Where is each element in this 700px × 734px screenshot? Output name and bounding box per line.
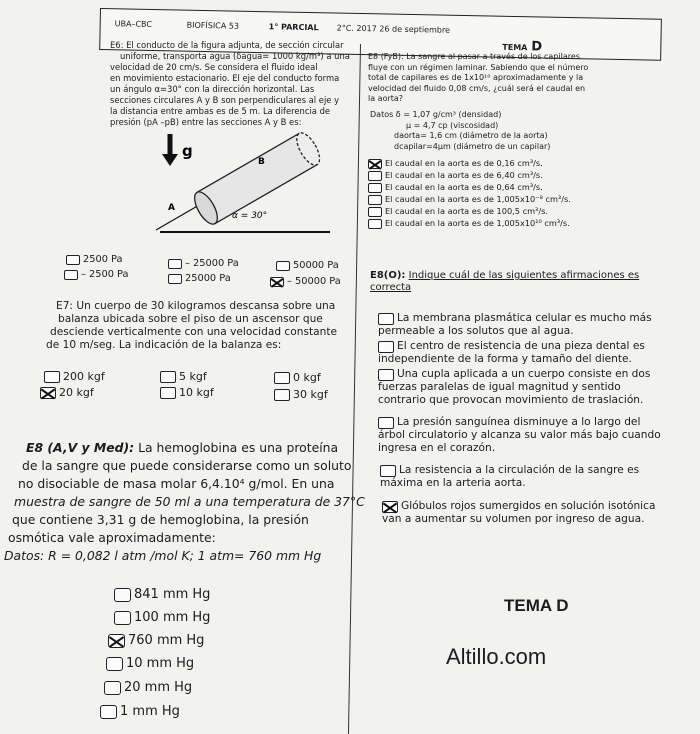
e6-option[interactable]: 2500 Pa	[66, 253, 123, 266]
fyb-datos: daorta= 1,6 cm (diámetro de la aorta)	[394, 131, 548, 140]
e8-line: no disociable de masa molar 6,4.10⁴ g/mol. En una	[18, 476, 335, 491]
checkbox-checked[interactable]	[108, 634, 125, 648]
e6-line: la distancia entre ambas es de 5 m. La diferencia de	[110, 106, 331, 116]
checkbox[interactable]	[114, 588, 131, 602]
e6-line: presión (pA –pB) entre las secciones A y B es:	[110, 117, 302, 127]
inclined-pipe-figure	[140, 126, 360, 246]
fyb-option[interactable]: El caudal en la aorta es de 1,005x10¹⁰ cm³/s.	[368, 218, 570, 229]
g-label: g	[182, 142, 193, 160]
e6-option[interactable]: – 25000 Pa	[168, 257, 239, 270]
checkbox[interactable]	[368, 207, 382, 217]
fyb-option-selected[interactable]: El caudal en la aorta es de 0,16 cm³/s.	[368, 158, 543, 169]
checkbox[interactable]	[274, 389, 290, 401]
e6-option-selected[interactable]: – 50000 Pa	[270, 275, 341, 288]
e8-line: La hemoglobina es una proteína	[138, 440, 339, 455]
fyb-line: fluye con un régimen laminar. Sabiendo que el número	[368, 62, 589, 72]
e6-line: en movimiento estacionario. El eje del conducto forma	[110, 73, 340, 83]
exam-name: 1° PARCIAL	[268, 22, 319, 33]
e8-option[interactable]: 10 mm Hg	[106, 656, 194, 672]
tema-label: TEMA D	[502, 39, 543, 55]
checkbox[interactable]	[168, 274, 182, 284]
e7-line: desciende verticalmente con una velocidad constante	[50, 326, 337, 338]
fyb-option[interactable]: El caudal en la aorta es de 6,40 cm³/s.	[368, 170, 543, 181]
e8-option[interactable]: 841 mm Hg	[114, 587, 210, 603]
gravity-arrowhead	[162, 154, 178, 166]
fyb-line: total de capilares es de 1x10¹⁰ aproximadamente y la	[368, 73, 584, 82]
e6-line: uniforme, transporta agua (δagua= 1000 kg/m³) a una	[120, 51, 350, 61]
e8o-option[interactable]: La resistencia a la circulación de la sangre es máxima en la arteria aorta.	[380, 464, 640, 489]
checkbox[interactable]	[368, 183, 382, 193]
e8o-title: E8(O):	[370, 270, 406, 281]
e6-line: E6: El conducto de la figura adjunta, de sección circular	[110, 40, 344, 50]
e8-line: de la sangre que puede considerarse como un soluto	[22, 458, 352, 473]
checkbox[interactable]	[378, 369, 394, 381]
e8-line: que contiene 3,31 g de hemoglobina, la presión	[12, 512, 309, 527]
site-watermark: Altillo.com	[446, 644, 547, 669]
checkbox[interactable]	[64, 270, 78, 280]
e6-option[interactable]: 50000 Pa	[276, 259, 339, 272]
e7-option[interactable]: 200 kgf	[44, 370, 105, 383]
checkbox[interactable]	[378, 417, 394, 429]
checkbox-checked[interactable]	[368, 159, 382, 169]
checkbox[interactable]	[368, 219, 382, 229]
fyb-datos: Datos δ = 1,07 g/cm³ (densidad)	[370, 110, 502, 119]
e7-option[interactable]: 0 kgf	[274, 371, 321, 384]
checkbox-checked[interactable]	[382, 501, 398, 513]
e8o-option[interactable]: Una cupla aplicada a un cuerpo consiste en dos fuerzas paralelas de igual magnitud y sentido contrario que provocan movimiento de traslación.	[378, 368, 651, 406]
label-a: A	[168, 203, 175, 213]
e7-option[interactable]: 10 kgf	[160, 386, 214, 399]
fyb-option[interactable]: El caudal en la aorta es de 1,005x10⁻⁸ cm³/s.	[368, 194, 571, 205]
exam-date: 2°C. 2017 26 de septiembre	[336, 23, 451, 35]
tema-footer: TEMA D	[504, 596, 569, 615]
e6-line: un ángulo α=30° con la dirección horizontal. Las	[110, 84, 315, 94]
e7-line: E7: Un cuerpo de 30 kilogramos descansa sobre una	[56, 300, 336, 312]
checkbox[interactable]	[368, 171, 382, 181]
checkbox[interactable]	[168, 259, 182, 269]
e8-datos: Datos: R = 0,082 l atm /mol K; 1 atm= 760 mm Hg	[4, 548, 322, 563]
checkbox[interactable]	[114, 611, 131, 625]
e8-option[interactable]: 1 mm Hg	[100, 704, 180, 720]
fyb-option[interactable]: El caudal en la aorta es de 0,64 cm³/s.	[368, 182, 543, 193]
checkbox[interactable]	[160, 371, 176, 383]
checkbox[interactable]	[276, 261, 290, 271]
checkbox[interactable]	[380, 465, 396, 477]
fyb-line: la aorta?	[368, 94, 404, 103]
e8-title: E8 (A,V y Med):	[26, 440, 135, 455]
label-b: B	[258, 157, 265, 167]
checkbox-checked[interactable]	[40, 387, 56, 399]
e8o-prompt: Indique cuál de las siguientes afirmaciones es	[408, 270, 640, 281]
checkbox[interactable]	[106, 657, 123, 671]
checkbox[interactable]	[100, 705, 117, 719]
fyb-line: E8 (FyB): La sangre al pasar a través de los capilares	[368, 52, 580, 61]
e8o-option[interactable]: El centro de resistencia de una pieza dental es independiente de la forma y tamaño del diente.	[378, 340, 645, 365]
e7-line: balanza ubicada sobre el piso de un ascensor que	[58, 313, 323, 325]
e8-line: muestra de sangre de 50 ml a una temperatura de 37°C	[14, 494, 365, 509]
e8-option[interactable]: 20 mm Hg	[104, 680, 192, 696]
checkbox[interactable]	[378, 313, 394, 325]
e6-option[interactable]: – 2500 Pa	[64, 268, 129, 281]
e8-option-selected[interactable]: 760 mm Hg	[108, 633, 204, 649]
fyb-datos: dcapilar=4μm (diámetro de un capilar)	[394, 141, 551, 151]
e7-option[interactable]: 5 kgf	[160, 370, 207, 383]
e8o-prompt: correcta	[370, 282, 412, 293]
e8o-option[interactable]: La presión sanguínea disminuye a lo largo del árbol circulatorio y alcanza su valor más bajo cuando ingresa en el corazón.	[378, 416, 661, 454]
checkbox[interactable]	[378, 341, 394, 353]
checkbox[interactable]	[104, 681, 121, 695]
institution: UBA–CBC	[114, 19, 153, 30]
checkbox[interactable]	[160, 387, 176, 399]
fyb-line: velocidad del fluido 0,08 cm/s, ¿cuál será el caudal en	[368, 83, 586, 93]
fyb-option[interactable]: El caudal en la aorta es de 100,5 cm³/s.	[368, 206, 548, 217]
e6-line: secciones circulares A y B son perpendiculares al eje y	[110, 95, 340, 105]
checkbox[interactable]	[66, 255, 80, 265]
e6-line: velocidad de 20 cm/s. Se considera el fluido ideal	[110, 62, 318, 72]
checkbox[interactable]	[274, 372, 290, 384]
checkbox[interactable]	[368, 195, 382, 205]
e7-line: de 10 m/seg. La indicación de la balanza es:	[46, 339, 282, 351]
e8o-option[interactable]: La membrana plasmática celular es mucho más permeable a los solutos que al agua.	[378, 312, 652, 337]
e8-option[interactable]: 100 mm Hg	[114, 610, 210, 626]
e7-option-selected[interactable]: 20 kgf	[40, 386, 94, 399]
checkbox-checked[interactable]	[270, 277, 284, 287]
fyb-datos: μ = 4,7 cp (viscosidad)	[406, 120, 499, 130]
e7-option[interactable]: 30 kgf	[274, 388, 328, 401]
e6-option[interactable]: 25000 Pa	[168, 272, 231, 285]
checkbox[interactable]	[44, 371, 60, 383]
subject: BIOFÍSICA 53	[186, 20, 240, 31]
alpha-label: α = 30°	[232, 211, 268, 221]
e8-line: osmótica vale aproximadamente:	[8, 530, 216, 545]
e8o-option-selected[interactable]: Glóbulos rojos sumergidos en solución isotónica van a aumentar su volumen por ingreso de agua.	[382, 500, 656, 525]
